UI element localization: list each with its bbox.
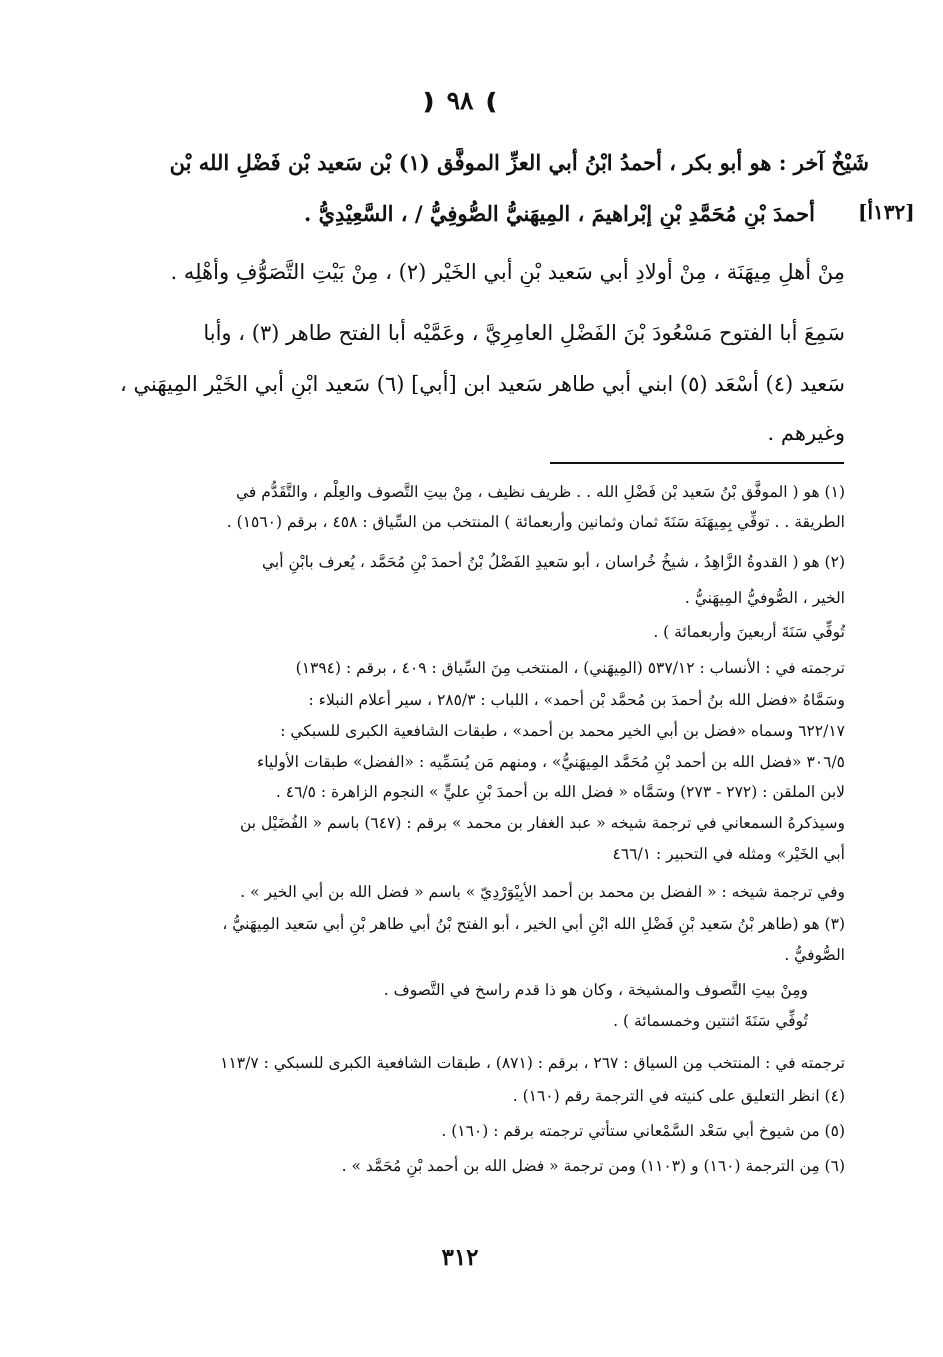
footnote-line: لابن الملقن : (٢٧٢ - ٢٧٣) وسَمَّاه « فضل الله بن أحمدَ بْنِ عليٍّ » النجوم الزاهرة : ٤٦/٥ . — [275, 783, 845, 801]
page-number: ٣١٢ — [441, 1244, 479, 1271]
footnote-line: (١) هو ( الموفَّق بْنُ سَعيد بْن فَضْلِ الله . . ظريف نظيف ، مِنْ بيتِ التَّصوف والعِلْم ، والتَّقَدُّم في — [235, 483, 845, 501]
footnote-line: الطريقة . . توفِّي بِمِيهَنَة سَنَةَ ثمان وثمانين وأربعمائة ) المنتخب من السِّياق : ٤٥٨ ، برقم (١٥٦٠) . — [226, 513, 845, 531]
body-line: شَيْخٌ آخر : هو أبو بكر ، أحمدُ ابْنُ أبي العزِّ الموفَّق (١) بْن سَعيد بْن فَضْلِ الله بْن — [169, 150, 869, 175]
footnote-line: تُوفِّي سَنَةَ اثنتين وخمسمائة ) . — [613, 1012, 808, 1030]
footnote-line: ترجمته في : الأنساب : ٥٣٧/١٢ (المِيهَني) ، المنتخب مِنَ السِّياق : ٤٠٩ ، برقم : (١٣٩٤) — [295, 659, 845, 677]
footnote-line: وسَمَّاهُ «فضل الله بنُ أحمدَ بن مُحمَّد بْن أحمد» ، اللباب : ٢٨٥/٣ ، سير أعلام النبلاء : — [308, 691, 845, 709]
footnote-line: (٦) مِن الترجمة (١٦٠) و (١١٠٣) ومن ترجمة « فضل الله بن أحمد بْنِ مُحَمَّد » . — [341, 1157, 845, 1175]
footnote-line: ٦٢٢/١٧ وسماه «فضل بن أبي الخير محمد بن أحمد» ، طبقات الشافعية الكبرى للسبكي : — [280, 722, 845, 740]
entry-number-text: ٩٨ — [446, 86, 474, 115]
body-line: وغيرهم . — [767, 421, 845, 445]
footnote-line: (٣) هو (طاهر بْنُ سَعيد بْنِ فَضْلِ الله ابْنِ أبي الخير ، أبو الفتح بْنُ أبي طاهر بْنِ أبي سَعيد المِيهَنيُّ ، — [222, 915, 845, 933]
footnote-line: ٣٠٦/٥ «فضل الله بن أحمد بْنِ مُحَمَّد المِيهَنيُّ» ، ومنهم مَن يُسَمِّيه : «الفضل» طبقات الأولياء — [256, 753, 845, 771]
footnote-line: وفي ترجمة شيخه : « الفضل بن محمد بن أحمد الأبِيْوَرْدِيّ » باسم « فضل الله بن أبي الخير » . — [240, 883, 845, 901]
footnote-line: تُوفِّي سَنَةَ أربعينَ وأربعمائة ) . — [653, 623, 845, 641]
footnote-line: (٥) من شيوخ أبي سَعْد السَّمْعاني ستأتي ترجمته برقم : (١٦٠) . — [441, 1122, 845, 1140]
footnote-line: وسيذكرهُ السمعاني في ترجمة شيخه « عبد الغفار بن محمد » برقم : (٦٤٧) باسم « الفُضَيْل بن — [239, 814, 845, 832]
footnote-line: ترجمته في : المنتخب مِن السياق : ٢٦٧ ، برقم : (٨٧١) ، طبقات الشافعية الكبرى للسبكي : ١١٣/٧ — [220, 1054, 845, 1072]
margin-manuscript-ref: [١٣٢أ] — [858, 200, 915, 224]
body-line: سَعيد (٤) أسْعَد (٥) ابني أبي طاهر سَعيد ابن [أبي] (٦) سَعيد ابْنِ أبي الخَيْر المِيهَني ، — [120, 372, 845, 396]
ornament-right: ❫ — [482, 89, 501, 115]
body-line: مِنْ أهلِ مِيهَنَة ، مِنْ أولادِ أبي سَعيد بْنِ أبي الخَيْر (٢) ، مِنْ بَيْتِ التَّصَوُّفِ وأهْلِه . — [170, 260, 845, 284]
footnote-line: الصُّوفيُّ . — [784, 946, 845, 964]
footnote-line: (٤) انظر التعليق على كنيته في الترجمة رقم (١٦٠) . — [512, 1087, 845, 1105]
body-line: أحمدَ بْنِ مُحَمَّدِ بْنِ إبْراهيمَ ، المِيهَنيُّ الصُّوفِيُّ / ، السَّعِيْدِيُّ . — [303, 201, 815, 226]
footnote-line: أبي الخَيْر» ومثله في التحبير : ٤٦٦/١ — [612, 845, 845, 863]
footnote-line: ومِنْ بيتِ التَّصوف والمشيخة ، وكان هو ذا قدم راسخ في التَّصوف . — [383, 981, 808, 999]
footnote-line: الخير ، الصُّوفيُّ المِيهَنيُّ . — [684, 589, 845, 607]
body-line: سَمِعَ أبا الفتوح مَسْعُودَ بْنَ الفَضْلِ العامِرِيَّ ، وعَمَّيْه أبا الفتح طاهر (٣) ، وأبا — [203, 321, 845, 345]
footnote-line: (٢) هو ( القدوةُ الزَّاهِدُ ، شيخُ خُراسان ، أبو سَعيدِ الفَضْلُ بْنُ أحمدَ بْنِ مُحَمَّد ، يُعرف بابْنِ أبي — [262, 553, 845, 571]
ornament-left: ❪ — [419, 89, 438, 115]
footnote-separator — [550, 462, 844, 464]
entry-number — [0, 86, 920, 115]
